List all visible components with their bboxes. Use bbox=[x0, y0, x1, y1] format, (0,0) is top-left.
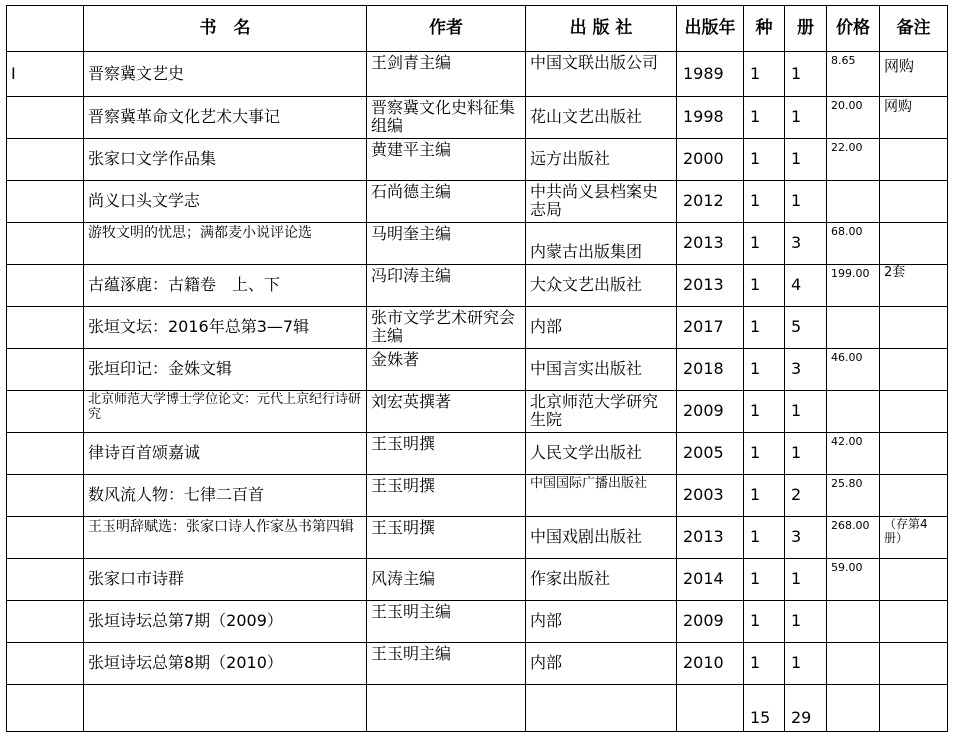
row-year: 2003 bbox=[677, 475, 744, 517]
totals-empty-cell bbox=[677, 685, 744, 732]
row-note bbox=[880, 475, 948, 517]
table-row bbox=[7, 52, 948, 97]
row-kinds: 1 bbox=[744, 559, 785, 601]
row-price: 20.00 bbox=[827, 97, 880, 139]
row-title: 晋察冀文艺史 bbox=[84, 52, 367, 97]
row-author: 王玉明主编 bbox=[367, 643, 526, 685]
row-price: 22.00 bbox=[827, 139, 880, 181]
row-kinds: 1 bbox=[744, 433, 785, 475]
row-title: 数风流人物：七律二百首 bbox=[84, 475, 367, 517]
row-index bbox=[7, 139, 84, 181]
row-publisher: 内部 bbox=[526, 601, 677, 643]
row-index bbox=[7, 223, 84, 265]
row-volumes: 1 bbox=[785, 643, 827, 685]
row-note bbox=[880, 643, 948, 685]
document-page bbox=[6, 5, 948, 732]
row-note bbox=[880, 391, 948, 433]
row-year: 2009 bbox=[677, 391, 744, 433]
row-price: 59.00 bbox=[827, 559, 880, 601]
header-kinds: 种 bbox=[744, 6, 785, 52]
table-row bbox=[7, 307, 948, 349]
row-note bbox=[880, 433, 948, 475]
row-volumes: 3 bbox=[785, 349, 827, 391]
table-row bbox=[7, 181, 948, 223]
row-price: 68.00 bbox=[827, 223, 880, 265]
row-volumes: 2 bbox=[785, 475, 827, 517]
row-volumes: 1 bbox=[785, 433, 827, 475]
table-row bbox=[7, 349, 948, 391]
row-note bbox=[880, 349, 948, 391]
row-year: 1989 bbox=[677, 52, 744, 97]
row-index bbox=[7, 433, 84, 475]
row-publisher: 远方出版社 bbox=[526, 139, 677, 181]
row-title: 古蕴涿鹿：古籍卷 上、下 bbox=[84, 265, 367, 307]
totals-empty-cell bbox=[7, 685, 84, 732]
row-note: （存第4册） bbox=[880, 517, 948, 559]
table-row bbox=[7, 223, 948, 265]
row-kinds: 1 bbox=[744, 181, 785, 223]
row-index: I bbox=[7, 52, 84, 97]
row-author: 王玉明主编 bbox=[367, 601, 526, 643]
row-year: 2012 bbox=[677, 181, 744, 223]
row-publisher: 内蒙古出版集团 bbox=[526, 223, 677, 265]
row-publisher: 内部 bbox=[526, 307, 677, 349]
row-index bbox=[7, 475, 84, 517]
row-year: 2013 bbox=[677, 265, 744, 307]
row-author: 王玉明撰 bbox=[367, 475, 526, 517]
row-title: 张垣印记：金姝文辑 bbox=[84, 349, 367, 391]
totals-empty-cell bbox=[367, 685, 526, 732]
row-price: 25.80 bbox=[827, 475, 880, 517]
row-title: 张家口市诗群 bbox=[84, 559, 367, 601]
row-volumes: 4 bbox=[785, 265, 827, 307]
row-price bbox=[827, 181, 880, 223]
row-year: 2017 bbox=[677, 307, 744, 349]
row-volumes: 1 bbox=[785, 52, 827, 97]
header-author: 作者 bbox=[367, 6, 526, 52]
row-index bbox=[7, 643, 84, 685]
row-year: 2018 bbox=[677, 349, 744, 391]
header-row bbox=[7, 6, 948, 52]
row-price: 42.00 bbox=[827, 433, 880, 475]
row-index bbox=[7, 181, 84, 223]
header-note: 备注 bbox=[880, 6, 948, 52]
header-title: 书 名 bbox=[84, 6, 367, 52]
row-volumes: 5 bbox=[785, 307, 827, 349]
row-volumes: 1 bbox=[785, 97, 827, 139]
header-publisher: 出 版 社 bbox=[526, 6, 677, 52]
totals-empty-cell bbox=[880, 685, 948, 732]
row-publisher: 花山文艺出版社 bbox=[526, 97, 677, 139]
row-author: 石尚德主编 bbox=[367, 181, 526, 223]
row-index bbox=[7, 601, 84, 643]
row-kinds: 1 bbox=[744, 139, 785, 181]
row-volumes: 1 bbox=[785, 559, 827, 601]
totals-empty-cell bbox=[84, 685, 367, 732]
total-kinds: 15 bbox=[744, 685, 785, 732]
row-index bbox=[7, 349, 84, 391]
row-volumes: 1 bbox=[785, 391, 827, 433]
table-row bbox=[7, 433, 948, 475]
row-note bbox=[880, 139, 948, 181]
row-author: 王玉明撰 bbox=[367, 433, 526, 475]
row-index bbox=[7, 97, 84, 139]
table-row bbox=[7, 601, 948, 643]
row-kinds: 1 bbox=[744, 349, 785, 391]
row-index bbox=[7, 307, 84, 349]
row-index bbox=[7, 391, 84, 433]
row-author: 刘宏英撰著 bbox=[367, 391, 526, 433]
row-author: 冯印涛主编 bbox=[367, 265, 526, 307]
table-row bbox=[7, 97, 948, 139]
table-row bbox=[7, 139, 948, 181]
row-title: 张垣文坛：2016年总第3—7辑 bbox=[84, 307, 367, 349]
row-author: 马明奎主编 bbox=[367, 223, 526, 265]
row-title: 晋察冀革命文化艺术大事记 bbox=[84, 97, 367, 139]
header-year: 出版年 bbox=[677, 6, 744, 52]
row-price: 46.00 bbox=[827, 349, 880, 391]
table-row bbox=[7, 265, 948, 307]
table-row bbox=[7, 391, 948, 433]
header-index bbox=[7, 6, 84, 52]
row-title: 张家口文学作品集 bbox=[84, 139, 367, 181]
row-title: 张垣诗坛总第7期（2009） bbox=[84, 601, 367, 643]
book-list-table bbox=[6, 5, 948, 732]
row-publisher: 大众文艺出版社 bbox=[526, 265, 677, 307]
totals-empty-cell bbox=[827, 685, 880, 732]
row-author: 王玉明撰 bbox=[367, 517, 526, 559]
row-publisher: 作家出版社 bbox=[526, 559, 677, 601]
row-author: 黄建平主编 bbox=[367, 139, 526, 181]
row-author: 张市文学艺术研究会主编 bbox=[367, 307, 526, 349]
row-author: 晋察冀文化史料征集组编 bbox=[367, 97, 526, 139]
row-author: 金姝著 bbox=[367, 349, 526, 391]
row-note: 网购 bbox=[880, 97, 948, 139]
row-volumes: 1 bbox=[785, 181, 827, 223]
row-author: 王剑青主编 bbox=[367, 52, 526, 97]
row-kinds: 1 bbox=[744, 643, 785, 685]
table-row bbox=[7, 559, 948, 601]
row-publisher: 内部 bbox=[526, 643, 677, 685]
row-year: 2013 bbox=[677, 517, 744, 559]
row-note: 网购 bbox=[880, 52, 948, 97]
table-row bbox=[7, 475, 948, 517]
row-kinds: 1 bbox=[744, 97, 785, 139]
row-note bbox=[880, 559, 948, 601]
row-kinds: 1 bbox=[744, 391, 785, 433]
totals-row bbox=[7, 685, 948, 732]
row-volumes: 3 bbox=[785, 223, 827, 265]
row-kinds: 1 bbox=[744, 601, 785, 643]
header-price: 价格 bbox=[827, 6, 880, 52]
row-year: 2005 bbox=[677, 433, 744, 475]
row-publisher: 人民文学出版社 bbox=[526, 433, 677, 475]
row-price bbox=[827, 307, 880, 349]
row-price bbox=[827, 643, 880, 685]
row-publisher: 北京师范大学研究生院 bbox=[526, 391, 677, 433]
row-note bbox=[880, 307, 948, 349]
row-year: 2014 bbox=[677, 559, 744, 601]
row-publisher: 中国国际广播出版社 bbox=[526, 475, 677, 517]
total-volumes: 29 bbox=[785, 685, 827, 732]
row-price bbox=[827, 391, 880, 433]
row-index bbox=[7, 559, 84, 601]
row-title: 北京师范大学博士学位论文：元代上京纪行诗研究 bbox=[84, 391, 367, 433]
row-note bbox=[880, 181, 948, 223]
table-row bbox=[7, 643, 948, 685]
row-year: 2013 bbox=[677, 223, 744, 265]
row-kinds: 1 bbox=[744, 52, 785, 97]
row-kinds: 1 bbox=[744, 475, 785, 517]
row-volumes: 1 bbox=[785, 601, 827, 643]
row-index bbox=[7, 265, 84, 307]
row-title: 王玉明辞赋选：张家口诗人作家丛书第四辑 bbox=[84, 517, 367, 559]
row-year: 2000 bbox=[677, 139, 744, 181]
row-note: 2套 bbox=[880, 265, 948, 307]
row-publisher: 中国言实出版社 bbox=[526, 349, 677, 391]
row-price: 199.00 bbox=[827, 265, 880, 307]
row-kinds: 1 bbox=[744, 307, 785, 349]
row-price: 268.00 bbox=[827, 517, 880, 559]
row-index bbox=[7, 517, 84, 559]
row-year: 2010 bbox=[677, 643, 744, 685]
row-note bbox=[880, 223, 948, 265]
row-price: 8.65 bbox=[827, 52, 880, 97]
totals-empty-cell bbox=[526, 685, 677, 732]
row-author: 风涛主编 bbox=[367, 559, 526, 601]
row-publisher: 中国文联出版公司 bbox=[526, 52, 677, 97]
row-kinds: 1 bbox=[744, 223, 785, 265]
row-title: 尚义口头文学志 bbox=[84, 181, 367, 223]
row-volumes: 1 bbox=[785, 139, 827, 181]
row-kinds: 1 bbox=[744, 517, 785, 559]
row-publisher: 中共尚义县档案史志局 bbox=[526, 181, 677, 223]
row-note bbox=[880, 601, 948, 643]
table-row bbox=[7, 517, 948, 559]
row-price bbox=[827, 601, 880, 643]
row-title: 游牧文明的忧思；满都麦小说评论选 bbox=[84, 223, 367, 265]
row-publisher: 中国戏剧出版社 bbox=[526, 517, 677, 559]
row-title: 张垣诗坛总第8期（2010） bbox=[84, 643, 367, 685]
row-year: 2009 bbox=[677, 601, 744, 643]
row-volumes: 3 bbox=[785, 517, 827, 559]
row-year: 1998 bbox=[677, 97, 744, 139]
row-kinds: 1 bbox=[744, 265, 785, 307]
header-volumes: 册 bbox=[785, 6, 827, 52]
row-title: 律诗百首颂嘉诚 bbox=[84, 433, 367, 475]
